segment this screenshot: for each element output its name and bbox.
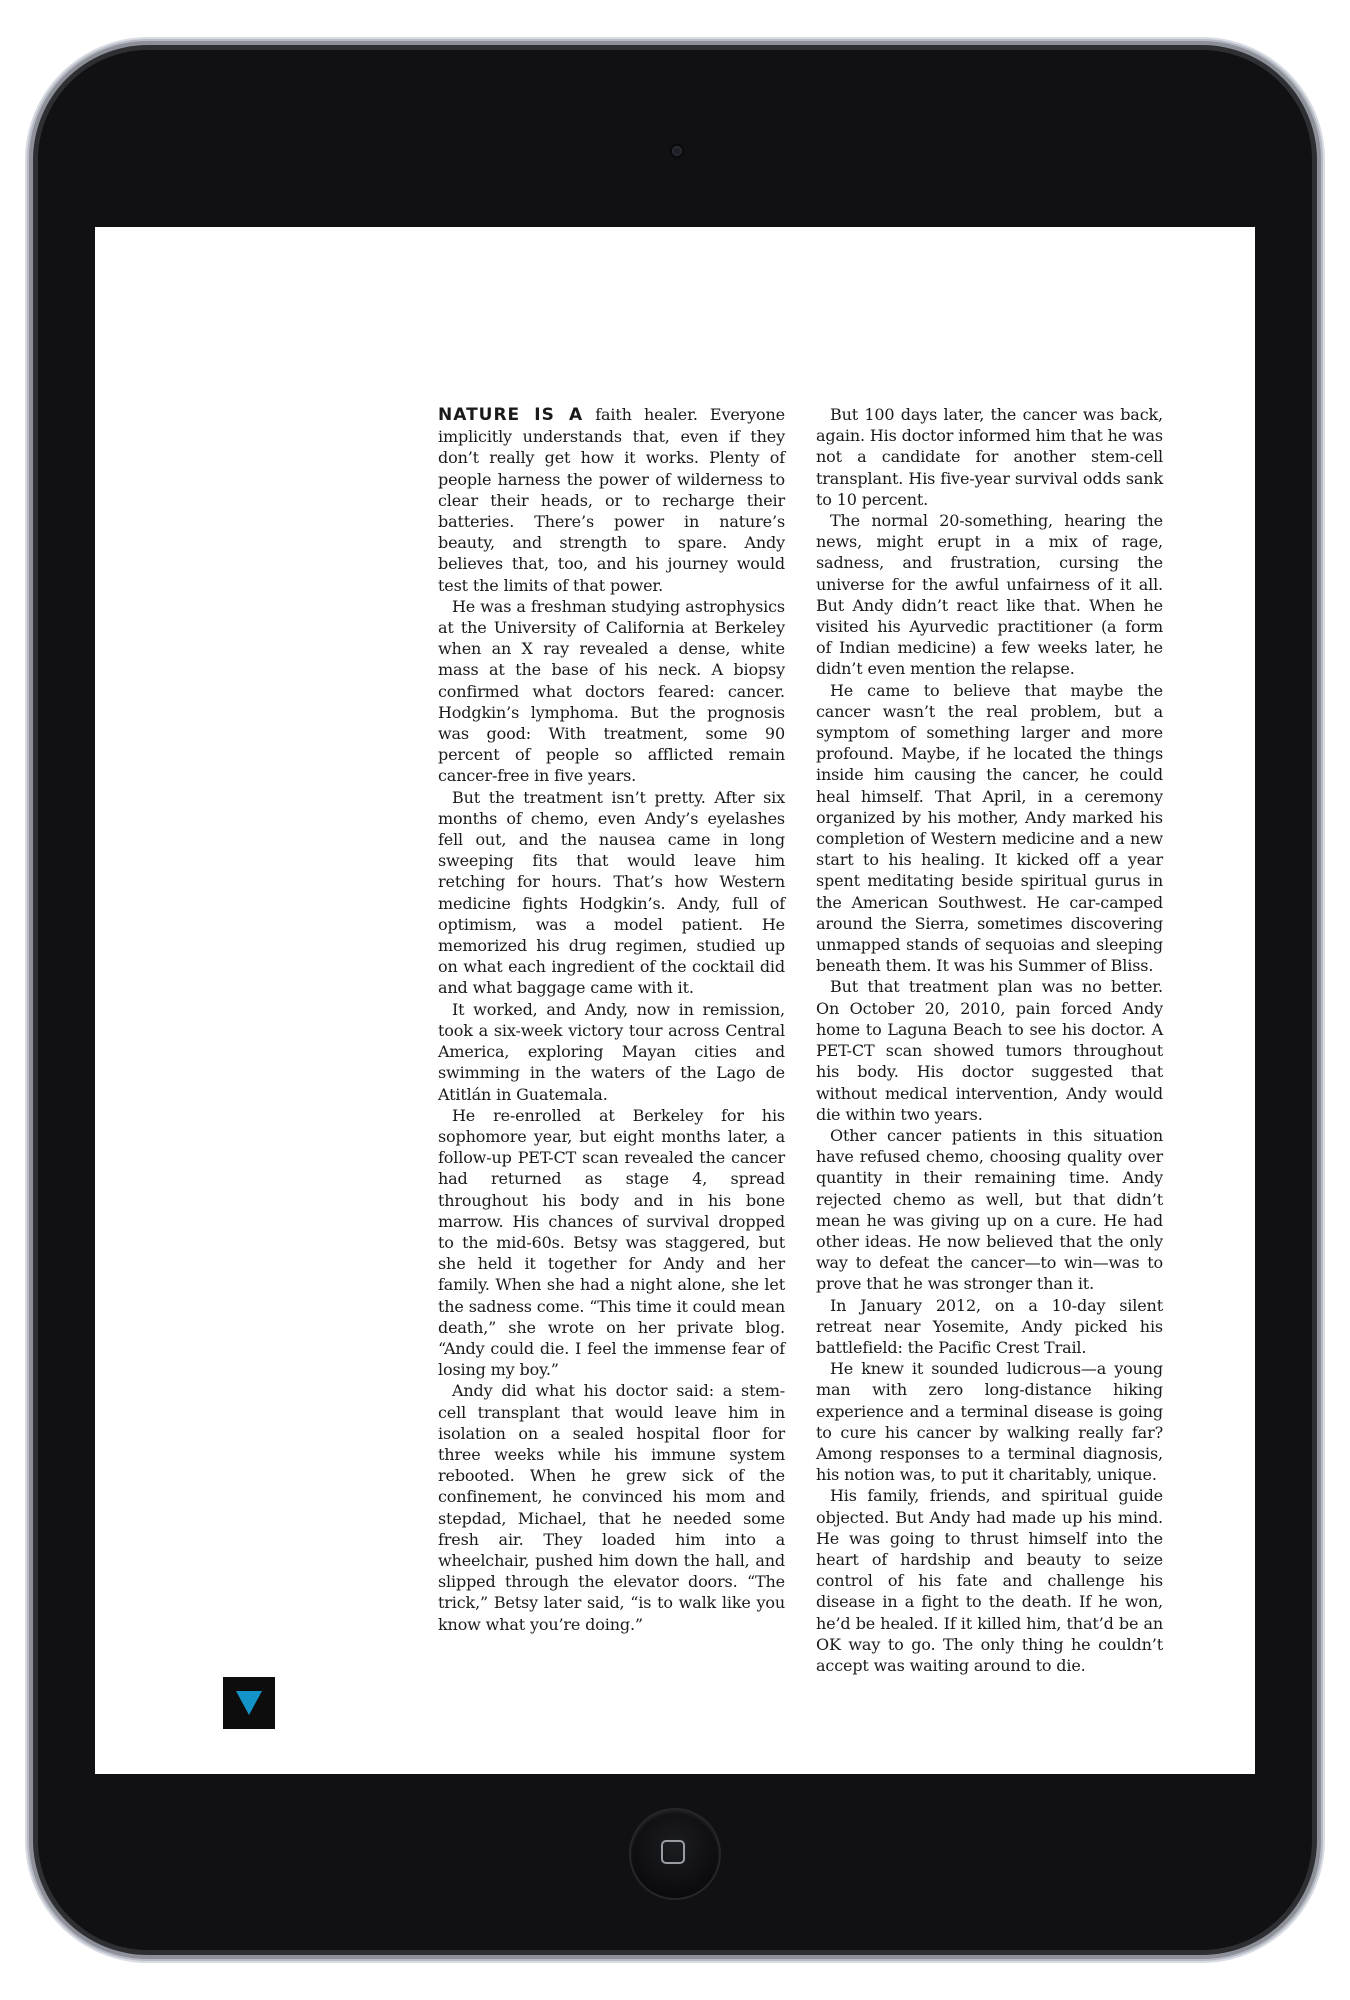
article-lead-in: NATURE IS A (438, 405, 584, 425)
article-paragraph: But 100 days later, the cancer was back, again. His doctor informed him that he was not a candidate for another stem-cell transplant. His five-year survival odds sank to 10 percent. (816, 405, 1163, 509)
article-column-left (438, 404, 785, 1635)
down-triangle-icon (223, 1677, 275, 1729)
front-camera (672, 146, 682, 156)
article-paragraph: But the treatment isn’t pretty. After six months of chemo, even Andy’s eyelashes fell out, and the nausea came in long sweeping fits that would leave him retching for hours. That’s how Western medicine fights Hodgkin’s. Andy, full of optimism, was a model patient. He memorized his drug regimen, studied up on what each ingredient of the cocktail did and what baggage came with it. (438, 787, 785, 998)
article-column-right (816, 404, 1163, 1676)
down-triangle-glyph (223, 1677, 275, 1729)
tablet-device (38, 50, 1312, 1950)
article-paragraph-text: faith healer. Everyone implicitly understands that, even if they don’t really get how it works. Plenty of people harness the power of wilderness to clear their heads, or to recharge their batteries. There’s power in nature’s beauty, and strength to spare. Andy believes that, too, and his journey would test the limits of that power. (438, 405, 786, 595)
article-paragraph: He re-enrolled at Berkeley for his sophomore year, but eight months later, a follow-up PET-CT scan revealed the cancer had returned as stage 4, spread throughout his body and in his bone marrow. His chances of survival dropped to the mid-60s. Betsy was staggered, but she held it together for Andy and her family. When she had a night alone, she let the sadness come. “This time it could mean death,” she wrote on her private blog. “Andy could die. I feel the immense fear of losing my boy.” (438, 1105, 785, 1380)
article-paragraph: Other cancer patients in this situation have refused chemo, choosing quality over quantity in their remaining time. Andy rejected chemo as well, but that didn’t mean he was giving up on a cure. He had other ideas. He now believed that the only way to defeat the cancer—to win—was to prove that he was stronger than it. (816, 1125, 1163, 1294)
article-paragraph: The normal 20-something, hearing the news, might erupt in a mix of rage, sadness, and frustration, cursing the universe for the awful unfairness of it all. But Andy didn’t react like that. When he visited his Ayurvedic practitioner (a form of Indian medicine) a few weeks later, he didn’t even mention the relapse. (816, 511, 1163, 679)
article-paragraph: It worked, and Andy, now in remission, took a six-week victory tour across Central America, exploring Mayan cities and swimming in the waters of the Lago de Atitlán in Guatemala. (438, 999, 785, 1104)
article-paragraph: But that treatment plan was no better. On October 20, 2010, pain forced Andy home to Laguna Beach to see his doctor. A PET-CT scan showed tumors throughout his body. His doctor suggested that without medical intervention, Andy would die within two years. (816, 977, 1163, 1124)
reader-screen (95, 227, 1255, 1774)
article-paragraph: Andy did what his doctor said: a stem-cell transplant that would leave him in isolation on a sealed hospital floor for three weeks while his immune system rebooted. When he grew sick of the confinement, he convinced his mom and stepdad, Michael, that he needed some fresh air. They loaded him into a wheelchair, pushed him down the hall, and slipped through the elevator doors. “The trick,” Betsy later said, “is to walk like you know what you’re doing.” (438, 1381, 785, 1634)
article-paragraph (438, 404, 785, 596)
home-square-icon (661, 1840, 685, 1864)
article-paragraph: He came to believe that maybe the cancer wasn’t the real problem, but a symptom of something larger and more profound. Maybe, if he located the things inside him causing the cancer, he could heal himself. That April, in a ceremony organized by his mother, Andy marked his completion of Western medicine and a new start to his healing. It kicked off a year spent meditating beside spiritual gurus in the American Southwest. He car-camped around the Sierra, sometimes discovering unmapped stands of sequoias and sleeping beneath them. It was his Summer of Bliss. (816, 680, 1163, 976)
article-paragraph: He was a freshman studying astrophysics at the University of California at Berkeley when an X ray revealed a dense, white mass at the base of his neck. A biopsy confirmed what doctors feared: cancer. Hodgkin’s lymphoma. But the prognosis was good: With treatment, some 90 percent of people so afflicted remain cancer-free in five years. (438, 596, 785, 786)
article-paragraph: He knew it sounded ludicrous—a young man with zero long-distance hiking experience and a terminal disease is going to cure his cancer by walking really far? Among responses to a terminal diagnosis, his notion was, to put it charitably, unique. (816, 1359, 1163, 1485)
article-paragraph: His family, friends, and spiritual guide objected. But Andy had made up his mind. He was going to thrust himself into the heart of hardship and beauty to seize control of his fate and challenge his disease in a fight to the death. If he won, he’d be healed. If it killed him, that’d be an OK way to go. The only thing he couldn’t accept was waiting around to die. (816, 1486, 1163, 1675)
article-paragraph: In January 2012, on a 10-day silent retreat near Yosemite, Andy picked his battlefield: the Pacific Crest Trail. (816, 1295, 1163, 1357)
home-button[interactable] (631, 1810, 719, 1898)
